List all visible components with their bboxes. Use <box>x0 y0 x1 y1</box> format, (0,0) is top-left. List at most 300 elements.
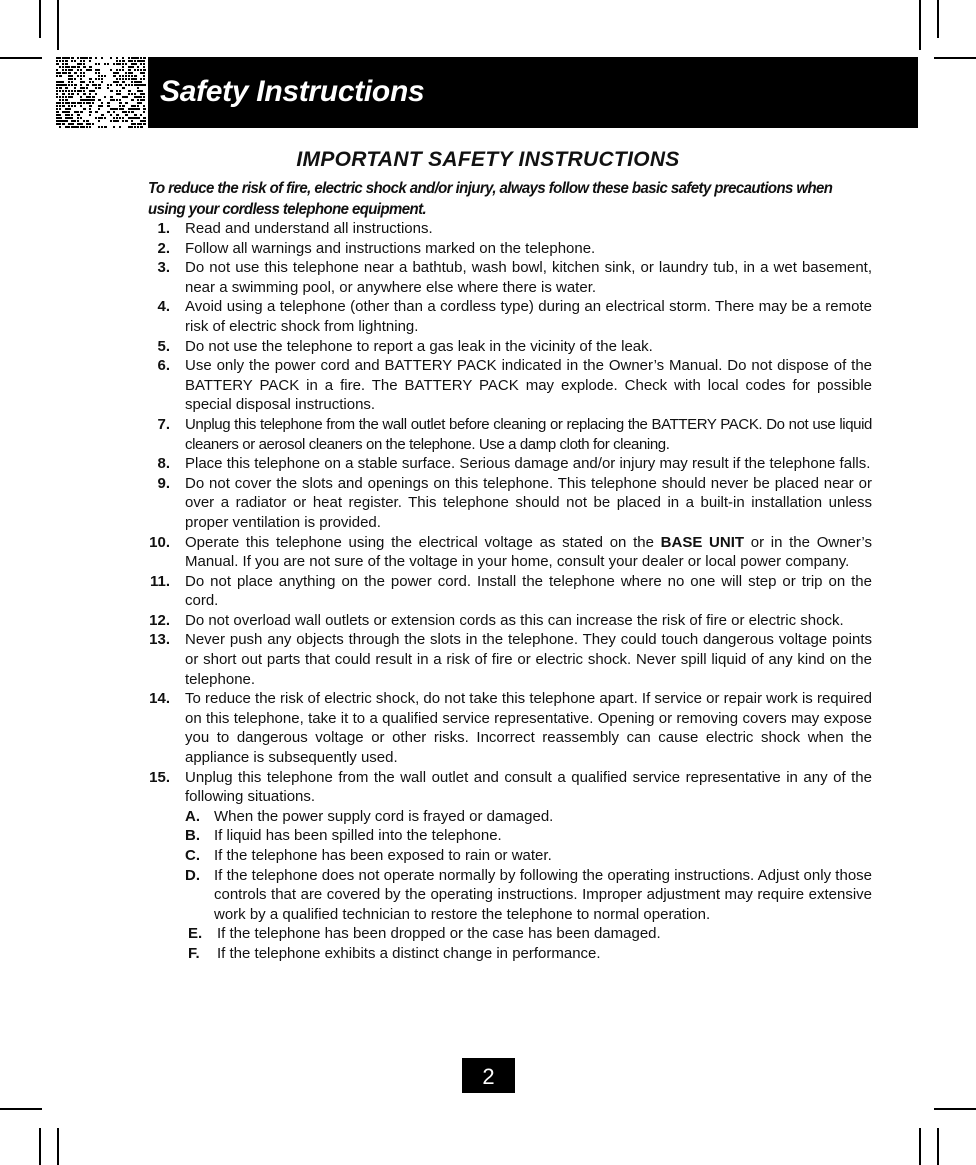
pattern-dot <box>89 114 91 116</box>
pattern-dot <box>110 90 113 92</box>
pattern-dot <box>59 126 61 128</box>
pattern-dot <box>140 90 143 92</box>
pattern-dot <box>110 69 112 71</box>
pattern-dot <box>140 81 142 83</box>
pattern-dot <box>98 105 101 107</box>
item-text: Never push any objects through the slots in the telephone. They could touch dangerous voltage points or short out parts that could result in a risk of fire or electric shock. Never spill liquid of any kind on the telephone. <box>185 631 872 688</box>
pattern-dot <box>83 60 85 62</box>
pattern-dot <box>98 99 101 101</box>
pattern-dot <box>59 105 61 107</box>
pattern-dot <box>122 57 124 59</box>
pattern-dot <box>131 66 134 68</box>
pattern-dot <box>101 105 103 107</box>
pattern-dot <box>68 90 70 92</box>
pattern-dot <box>101 75 103 77</box>
pattern-dot <box>89 69 92 71</box>
pattern-dot <box>59 108 61 110</box>
pattern-dot <box>122 108 124 110</box>
pattern-dot <box>65 99 68 101</box>
pattern-dot <box>122 105 125 107</box>
pattern-dot <box>68 84 70 86</box>
pattern-dot <box>116 114 119 116</box>
intro-text: To reduce the risk of fire, electric shock and/or injury, always follow these basic safety precautions when using your cordless telephone equipment. <box>148 180 833 218</box>
pattern-dot <box>137 102 140 104</box>
list-item <box>148 454 872 474</box>
pattern-dot <box>83 87 85 89</box>
pattern-dot <box>77 66 80 68</box>
pattern-dot <box>140 93 143 95</box>
pattern-dot <box>74 105 76 107</box>
pattern-dot <box>116 63 119 65</box>
pattern-dot <box>56 111 59 113</box>
pattern-dot <box>125 111 127 113</box>
pattern-dot <box>56 63 59 65</box>
sub-item-text: If the telephone does not operate normally by following the operating instructions. Adjust only those controls that are covered by the operating instructions. Improper adjustment may require extensive work by a qualified technician to restore the telephone to normal operation. <box>214 866 872 923</box>
pattern-dot <box>95 69 98 71</box>
pattern-dot <box>65 87 68 89</box>
pattern-dot <box>107 63 109 65</box>
item-number: 11. <box>149 572 170 590</box>
pattern-dot <box>107 102 110 104</box>
pattern-dot <box>116 72 119 74</box>
pattern-dot <box>83 90 85 92</box>
pattern-dot <box>65 90 67 92</box>
pattern-dot <box>62 81 64 83</box>
pattern-dot <box>74 72 77 74</box>
pattern-dot <box>98 72 100 74</box>
pattern-dot <box>119 75 121 77</box>
pattern-dot <box>110 120 112 122</box>
crop-mark <box>919 1128 921 1165</box>
sub-list-item <box>185 807 872 827</box>
pattern-dot <box>71 75 73 77</box>
pattern-dot <box>77 123 80 125</box>
pattern-dot <box>119 90 121 92</box>
pattern-dot <box>80 126 83 128</box>
pattern-dot <box>122 75 124 77</box>
pattern-dot <box>89 57 92 59</box>
sub-list-item <box>185 846 872 866</box>
pattern-dot <box>143 111 145 113</box>
list-item <box>148 768 872 964</box>
pattern-dot <box>68 57 70 59</box>
pattern-dot <box>89 111 92 113</box>
pattern-dot <box>131 117 134 119</box>
pattern-dot <box>116 69 118 71</box>
item-number: 8. <box>157 455 170 473</box>
sub-list-item <box>185 826 872 846</box>
pattern-dot <box>71 102 74 104</box>
pattern-dot <box>71 96 73 98</box>
pattern-dot <box>56 102 59 104</box>
pattern-dot <box>119 78 121 80</box>
item-text: Read and understand all instructions. <box>185 220 433 237</box>
pattern-dot <box>80 123 83 125</box>
pattern-dot <box>140 120 143 122</box>
pattern-dot <box>65 126 68 128</box>
pattern-dot <box>113 120 116 122</box>
pattern-dot <box>68 123 71 125</box>
pattern-dot <box>68 81 70 83</box>
pattern-dot <box>128 108 131 110</box>
list-item <box>148 474 872 533</box>
pattern-dot <box>143 117 146 119</box>
pattern-dot <box>74 90 76 92</box>
pattern-dot <box>56 117 59 119</box>
pattern-dot <box>59 123 61 125</box>
pattern-dot <box>125 102 128 104</box>
pattern-dot <box>119 126 121 128</box>
sub-list-item <box>185 924 872 944</box>
pattern-dot <box>92 99 95 101</box>
pattern-dot <box>56 123 59 125</box>
pattern-dot <box>77 75 79 77</box>
pattern-dot <box>62 111 65 113</box>
pattern-dot <box>131 84 133 86</box>
pattern-dot <box>62 60 64 62</box>
pattern-dot <box>56 114 59 116</box>
pattern-dot <box>140 69 142 71</box>
item-number: 7. <box>157 415 170 433</box>
pattern-dot <box>116 90 118 92</box>
safety-list <box>148 219 872 964</box>
pattern-dot <box>137 81 140 83</box>
sub-item-letter: D. <box>185 866 200 884</box>
item-text: Do not use the telephone to report a gas leak in the vicinity of the leak. <box>185 337 653 355</box>
item-number: 1. <box>157 220 170 237</box>
pattern-dot <box>137 60 140 62</box>
pattern-dot <box>56 93 58 95</box>
item-number: 6. <box>157 357 170 375</box>
pattern-dot <box>89 81 91 83</box>
pattern-dot <box>134 126 136 128</box>
pattern-dot <box>77 120 79 122</box>
pattern-dot <box>68 96 71 98</box>
list-item <box>148 356 872 415</box>
pattern-dot <box>95 117 97 119</box>
pattern-dot <box>116 108 118 110</box>
pattern-dot <box>74 66 76 68</box>
pattern-dot <box>131 72 133 74</box>
pattern-dot <box>98 78 100 80</box>
pattern-dot <box>125 78 127 80</box>
pattern-dot <box>62 120 65 122</box>
pattern-dot <box>80 102 82 104</box>
pattern-dot <box>59 114 61 116</box>
pattern-dot <box>140 123 142 125</box>
list-item <box>148 219 872 239</box>
sub-item-text: If liquid has been spilled into the telephone. <box>214 827 502 845</box>
item-text-bold: BASE UNIT <box>660 533 745 551</box>
crop-mark <box>934 57 976 59</box>
pattern-dot <box>86 69 89 71</box>
pattern-dot <box>137 69 139 71</box>
pattern-dot <box>131 108 134 110</box>
pattern-dot <box>74 120 76 122</box>
pattern-dot <box>80 72 82 74</box>
pattern-dot <box>59 66 61 68</box>
pattern-dot <box>143 93 145 95</box>
pattern-dot <box>62 102 64 104</box>
pattern-dot <box>77 90 80 92</box>
item-text: Use only the power cord and BATTERY PACK indicated in the Owner’s Manual. Do not dispose of the BATTERY PACK in a fire. The BATTERY PACK may explode. Check with local codes for possible special disposal instructions. <box>185 357 872 414</box>
pattern-dot <box>113 111 115 113</box>
pattern-dot <box>62 66 64 68</box>
pattern-dot <box>125 72 127 74</box>
list-item <box>148 415 872 454</box>
pattern-dot <box>101 78 103 80</box>
pattern-dot <box>107 87 109 89</box>
pattern-dot <box>143 75 145 77</box>
pattern-dot <box>131 60 133 62</box>
pattern-dot <box>56 60 58 62</box>
pattern-dot <box>56 69 58 71</box>
pattern-dot <box>119 108 122 110</box>
pattern-dot <box>137 99 139 101</box>
pattern-dot <box>140 60 143 62</box>
pattern-dot <box>77 57 79 59</box>
crop-mark <box>937 0 939 38</box>
pattern-dot <box>137 90 140 92</box>
item-text: Operate this telephone using the electrical voltage as stated on the <box>185 533 661 551</box>
pattern-dot <box>59 96 61 98</box>
pattern-dot <box>77 117 79 119</box>
pattern-dot <box>140 63 142 65</box>
pattern-dot <box>110 96 113 98</box>
item-text: Do not overload wall outlets or extension cords as this can increase the risk of fire or electric shock. <box>185 611 844 629</box>
pattern-dot <box>80 57 83 59</box>
list-item <box>148 258 872 297</box>
item-number: 14. <box>149 690 170 708</box>
pattern-dot <box>131 93 133 95</box>
pattern-dot <box>110 84 112 86</box>
pattern-dot <box>128 69 131 71</box>
pattern-dot <box>110 114 112 116</box>
pattern-dot <box>92 81 94 83</box>
pattern-dot <box>128 90 131 92</box>
pattern-dot <box>116 84 118 86</box>
pattern-dot <box>98 84 101 86</box>
pattern-dot <box>65 57 68 59</box>
pattern-dot <box>101 57 103 59</box>
pattern-dot <box>137 105 139 107</box>
pattern-dot <box>62 63 64 65</box>
pattern-dot <box>80 87 83 89</box>
pattern-dot <box>62 96 64 98</box>
page-number: 2 <box>462 1058 515 1093</box>
pattern-dot <box>65 111 68 113</box>
pattern-dot <box>113 81 116 83</box>
pattern-dot <box>143 123 146 125</box>
pattern-dot <box>122 66 124 68</box>
pattern-dot <box>92 90 95 92</box>
pattern-dot <box>98 69 100 71</box>
sub-list-item <box>185 866 872 925</box>
sub-item-text: If the telephone has been dropped or the case has been damaged. <box>217 925 661 943</box>
pattern-dot <box>83 99 86 101</box>
pattern-dot <box>80 81 83 83</box>
pattern-dot <box>98 108 100 110</box>
pattern-dot <box>68 78 71 80</box>
item-text: Unplug this telephone from the wall outlet and consult a qualified service representative in any of the following situations. <box>185 768 872 806</box>
item-text: Follow all warnings and instructions marked on the telephone. <box>185 239 596 257</box>
pattern-dot <box>134 63 137 65</box>
pattern-dot <box>83 66 86 68</box>
pattern-dot <box>107 84 109 86</box>
pattern-dot <box>107 105 110 107</box>
pattern-dot <box>131 111 134 113</box>
pattern-dot <box>62 69 64 71</box>
pattern-dot <box>62 99 64 101</box>
pattern-dot <box>68 111 70 113</box>
pattern-dot <box>86 84 89 86</box>
pattern-dot <box>71 60 73 62</box>
pattern-dot <box>65 114 68 116</box>
pattern-dot <box>113 99 115 101</box>
pattern-dot <box>134 108 137 110</box>
item-text: or in the Owner’s Manual. If you are not sure of the voltage in your home, consult your dealer or local power company. <box>185 533 872 571</box>
list-item <box>148 572 872 611</box>
pattern-dot <box>134 57 137 59</box>
pattern-dot <box>95 72 97 74</box>
item-text: Do not cover the slots and openings on this telephone. This telephone should never be placed near or over a radiator or heat register. This telephone should not be placed in a built-in installation unless proper ventilation is provided. <box>185 474 872 531</box>
sub-item-text: If the telephone has been exposed to rain or water. <box>214 847 552 864</box>
pattern-dot <box>92 96 95 98</box>
list-item <box>148 611 872 631</box>
sub-item-letter: F. <box>188 944 200 962</box>
pattern-dot <box>134 81 137 83</box>
pattern-dot <box>80 111 83 113</box>
pattern-dot <box>71 66 74 68</box>
pattern-dot <box>56 72 59 74</box>
pattern-dot <box>101 102 103 104</box>
crop-mark <box>0 57 42 59</box>
pattern-dot <box>86 126 88 128</box>
pattern-dot <box>128 126 131 128</box>
pattern-dot <box>104 75 106 77</box>
pattern-dot <box>116 120 119 122</box>
pattern-dot <box>71 90 73 92</box>
pattern-dot <box>143 108 146 110</box>
header-bar <box>148 57 918 128</box>
pattern-dot <box>116 60 118 62</box>
pattern-dot <box>89 123 91 125</box>
pattern-dot <box>134 105 136 107</box>
pattern-dot <box>128 93 130 95</box>
pattern-dot <box>119 102 122 104</box>
pattern-dot <box>104 63 106 65</box>
pattern-dot <box>143 60 145 62</box>
pattern-dot <box>89 108 91 110</box>
pattern-dot <box>83 72 85 74</box>
pattern-dot <box>128 84 130 86</box>
pattern-dot <box>62 90 64 92</box>
pattern-dot <box>65 117 68 119</box>
pattern-dot <box>89 78 92 80</box>
pattern-dot <box>119 93 121 95</box>
pattern-dot <box>83 102 85 104</box>
pattern-dot <box>116 93 119 95</box>
pattern-dot <box>125 120 128 122</box>
pattern-dot <box>134 96 137 98</box>
pattern-dot <box>83 93 86 95</box>
pattern-dot <box>59 60 61 62</box>
pattern-dot <box>107 111 110 113</box>
pattern-dot <box>122 96 125 98</box>
pattern-dot <box>128 72 131 74</box>
pattern-dot <box>128 57 130 59</box>
list-item <box>148 689 872 767</box>
pattern-dot <box>92 102 94 104</box>
sub-item-text: If the telephone exhibits a distinct change in performance. <box>217 944 601 962</box>
list-item <box>148 533 872 572</box>
pattern-dot <box>140 96 142 98</box>
pattern-dot <box>74 126 77 128</box>
pattern-dot <box>71 120 74 122</box>
pattern-dot <box>62 84 65 86</box>
pattern-dot <box>77 93 79 95</box>
pattern-dot <box>56 87 58 89</box>
pattern-dot <box>71 84 73 86</box>
pattern-dot <box>143 72 145 74</box>
pattern-dot <box>68 69 71 71</box>
pattern-dot <box>89 102 91 104</box>
pattern-dot <box>131 78 134 80</box>
pattern-dot <box>86 87 88 89</box>
pattern-dot <box>125 75 127 77</box>
item-number: 3. <box>157 259 170 277</box>
pattern-dot <box>80 96 82 98</box>
pattern-dot <box>83 81 85 83</box>
pattern-dot <box>113 75 116 77</box>
list-item <box>148 239 872 259</box>
pattern-dot <box>140 84 143 86</box>
pattern-dot <box>80 117 82 119</box>
pattern-dot <box>134 78 137 80</box>
pattern-dot <box>116 57 118 59</box>
pattern-dot <box>59 72 61 74</box>
pattern-dot <box>80 69 82 71</box>
pattern-dot <box>95 57 97 59</box>
pattern-dot <box>98 87 101 89</box>
item-text: Place this telephone on a stable surface. Serious damage and/or injury may result if the telephone falls. <box>185 455 871 473</box>
crop-mark <box>57 1128 59 1165</box>
pattern-dot <box>68 75 71 77</box>
pattern-dot <box>113 117 115 119</box>
item-number: 10. <box>149 533 170 551</box>
pattern-dot <box>59 57 61 59</box>
pattern-dot <box>131 120 133 122</box>
pattern-dot <box>134 60 136 62</box>
pattern-dot <box>137 57 139 59</box>
sub-item-letter: B. <box>185 827 200 845</box>
pattern-dot <box>143 105 145 107</box>
pattern-dot <box>131 63 134 65</box>
pattern-dot <box>71 123 74 125</box>
pattern-dot <box>89 90 92 92</box>
pattern-dot <box>89 105 92 107</box>
pattern-dot <box>137 96 140 98</box>
pattern-dot <box>74 111 77 113</box>
pattern-dot <box>74 84 77 86</box>
pattern-dot <box>125 114 128 116</box>
pattern-dot <box>113 126 115 128</box>
pattern-dot <box>92 123 94 125</box>
list-item <box>148 297 872 336</box>
pattern-dot <box>122 117 124 119</box>
pattern-dot <box>116 78 118 80</box>
pattern-dot <box>59 102 61 104</box>
